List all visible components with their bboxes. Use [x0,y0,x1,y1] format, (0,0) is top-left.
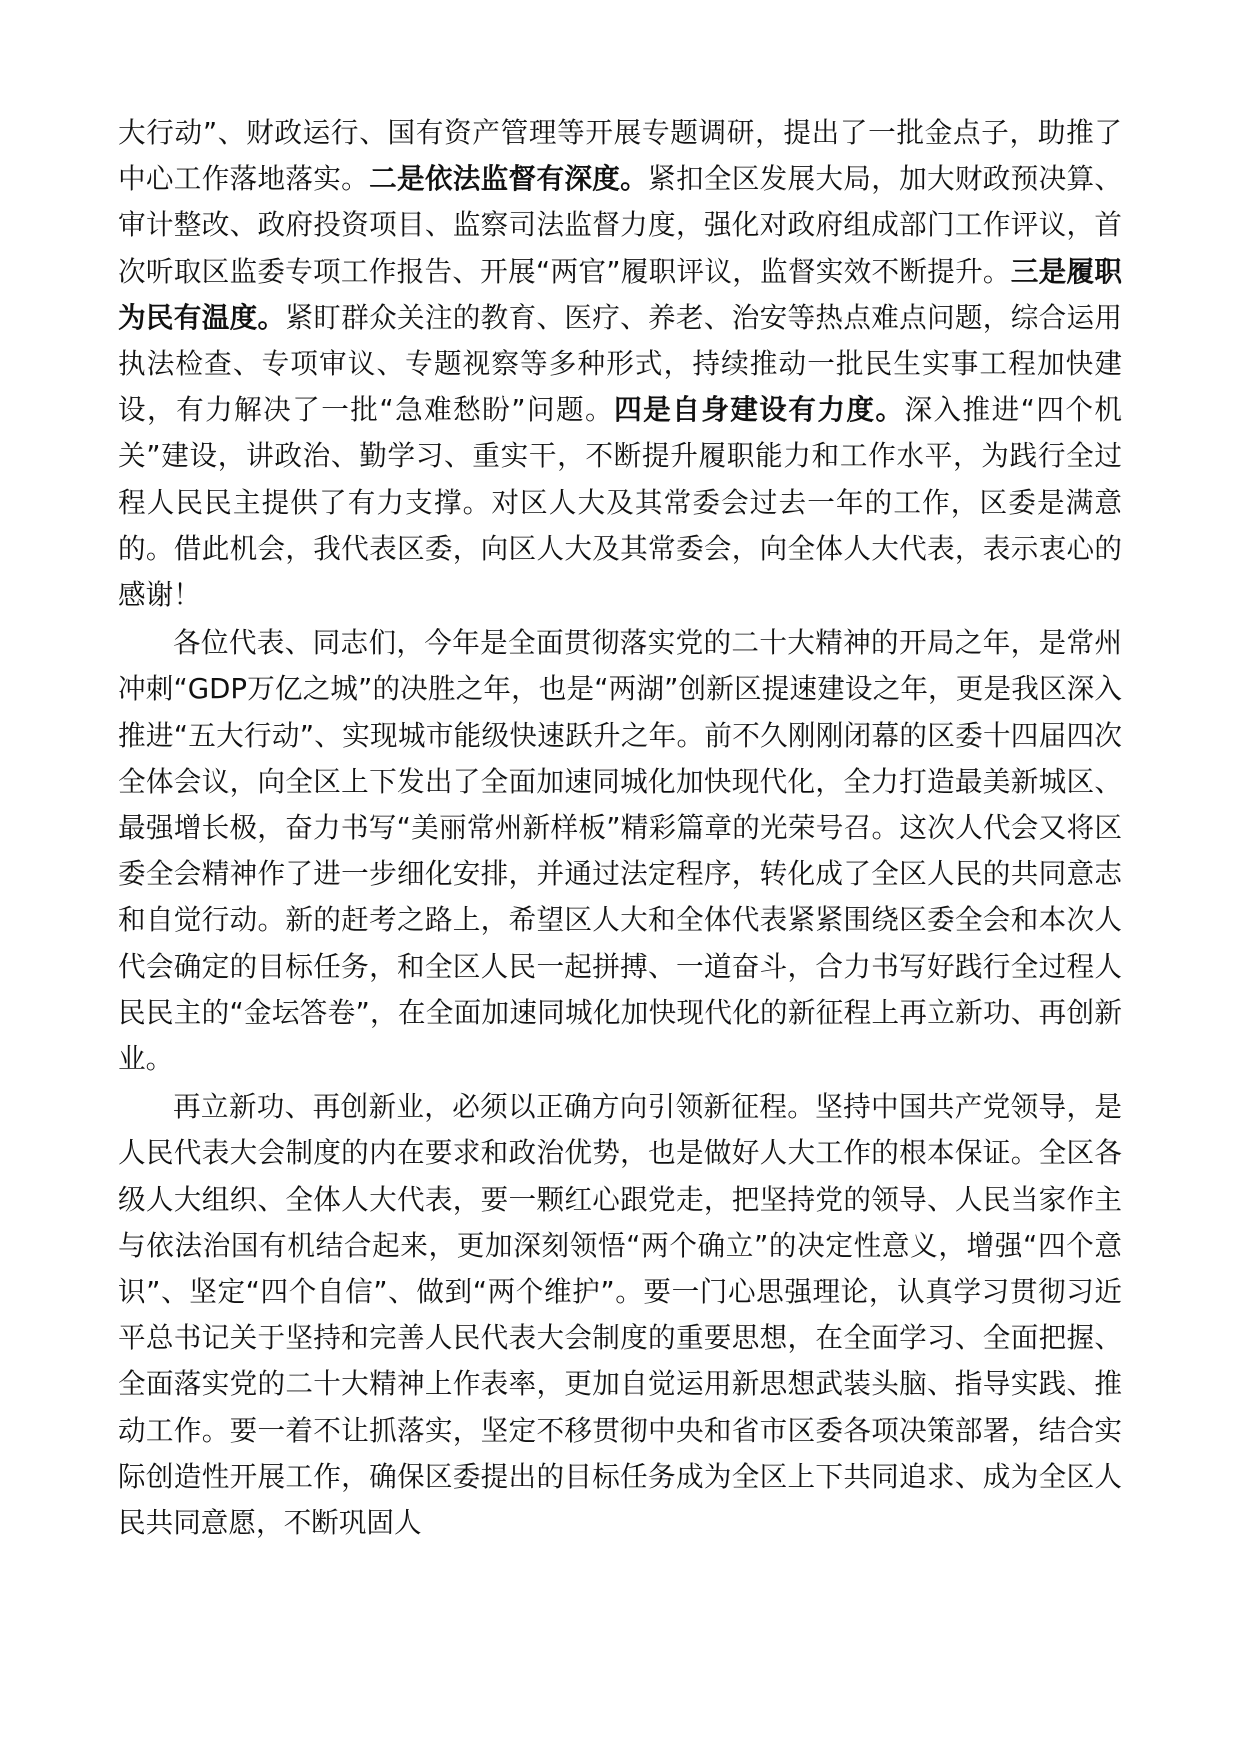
bold-heading-3: 三是履职为民有温度。 [118,254,1122,334]
paragraph-text: 紧盯群众关注的教育、医疗、养老、治安等热点难点问题，综合运用执法检查、专项审议、专题视察等多种形式，持续推动一批民生实事工程加快建设，有力解决了一批“急难愁盼”问题。 [118,300,1122,427]
paragraph-text: 深入推进“四个机关”建设，讲政治、勤学习、重实干，不断提升履职能力和工作水平，为践行全过程人民民主提供了有力支撑。对区人大及其常委会过去一年的工作，区委是满意的。借此机会，我代表区委，向区人大及其常委会，向全体人大代表，表示衷心的感谢！ [118,393,1123,612]
document-page [118,110,1122,1546]
paragraph-text: 再立新功、再创新业，必须以正确方向引领新征程。坚持中国共产党领导，是人民代表大会制度的内在要求和政治优势，也是做好人大工作的根本保证。全区各级人大组织、全体人大代表，要一颗红心跟党走，把坚持党的领导、人民当家作主与依法治国有机结合起来，更加深刻领悟“两个确立”的决定性意义，增强“四个意识”、坚定“四个自信”、做到“两个维护”。要一门心思强理论，认真学习贯彻习近平总书记关于坚持和完善人民代表大会制度的重要思想，在全面学习、全面把握、全面落实党的二十大精神上作表率，更加自觉运用新思想武装头脑、指导实践、推动工作。要一着不让抓落实，坚定不移贯彻中央和省市区委各项决策部署，结合实际创造性开展工作，确保区委提出的目标任务成为全区上下共同追求、成为全区人民共同意愿，不断巩固人 [118,1090,1122,1540]
paragraph-text: 大行动”、财政运行、国有资产管理等开展专题调研，提出了一批金点子，助推了中心工作落地落实。 [118,116,1122,196]
body-paragraph-1 [118,110,1122,618]
bold-heading-4: 四是自身建设有力度。 [614,393,905,427]
paragraph-text: 各位代表、同志们，今年是全面贯彻落实党的二十大精神的开局之年，是常州冲刺“GDP万亿之城”的决胜之年，也是“两湖”创新区提速建设之年，更是我区深入推进“五大行动”、实现城市能级快速跃升之年。前不久刚刚闭幕的区委十四届四次全体会议，向全区上下发出了全面加速同城化加快现代化，全力打造最美新城区、最强增长极，奋力书写“美丽常州新样板”精彩篇章的光荣号召。这次人代会又将区委全会精神作了进一步细化安排，并通过法定程序，转化成了全区人民的共同意志和自觉行动。新的赶考之路上，希望区人大和全体代表紧紧围绕区委全会和本次人代会确定的目标任务，和全区人民一起拼搏、一道奋斗，合力书写好践行全过程人民民主的“金坛答卷”，在全面加速同城化加快现代化的新征程上再立新功、再创新业。 [118,626,1122,1076]
body-paragraph-2 [118,620,1122,1082]
paragraph-text: 紧扣全区发展大局，加大财政预决算、审计整改、政府投资项目、监察司法监督力度，强化对政府组成部门工作评议，首次听取区监委专项工作报告、开展“两官”履职评议，监督实效不断提升。 [118,162,1122,288]
body-paragraph-3 [118,1084,1122,1546]
bold-heading-2: 二是依法监督有深度。 [369,162,649,196]
